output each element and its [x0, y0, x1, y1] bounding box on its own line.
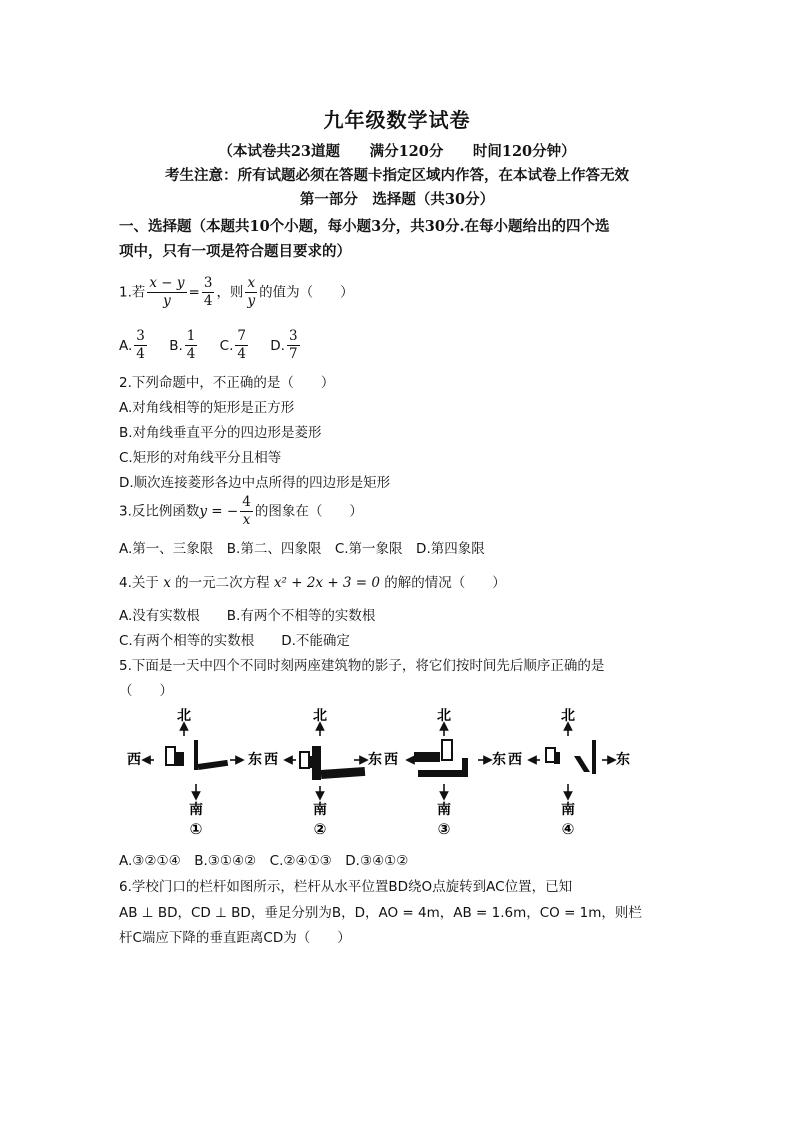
south-label-4: 南 [561, 802, 575, 818]
q5-answer-paren: （ ） [119, 683, 173, 699]
q1-options [119, 328, 318, 363]
q1-fraction-rhs [202, 275, 215, 310]
west-label-4: 西 [508, 752, 522, 768]
q2-option-d: D.顺次连接菱形各边中点所得的四边形是矩形 [119, 475, 391, 491]
q3-suffix: 的图象在（ ） [254, 503, 363, 520]
q4-mid: 的一元二次方程 [175, 575, 270, 591]
exam-info: （本试卷共23道题 满分120分 时间120分钟） [218, 143, 576, 160]
east-label-1: 东 [248, 752, 262, 768]
q1-option-a-num: 3 [136, 328, 145, 344]
shadow-panel-4 [508, 708, 630, 838]
q1-fraction-lhs [147, 275, 186, 310]
question-2: 2.下列命题中，不正确的是（ ） [119, 375, 335, 391]
north-label-2: 北 [313, 708, 327, 724]
q1-option-b-label: B. [169, 337, 183, 354]
south-label-3: 南 [437, 802, 451, 818]
question-6-line1: 6.学校门口的栏杆如图所示，栏杆从水平位置BD绕O点旋转到AC位置，已知 [119, 879, 573, 895]
q1-option-a-label: A. [119, 337, 133, 354]
section-instructions-line1: 一、选择题（本题共10个小题，每小题3分，共30分.在每小题给出的四个选 [119, 218, 610, 235]
shadow-panel-3 [384, 708, 506, 838]
q1-option-c-label: C. [219, 337, 234, 354]
part-heading: 第一部分 选择题（共30分） [299, 191, 495, 208]
panel-label-2: ② [313, 820, 327, 838]
question-6-line2: AB ⊥ BD，CD ⊥ BD，垂足分别为B，D，AO = 4m，AB = 1.6m，CO = 1m，则栏 [119, 905, 642, 921]
q3-denominator: x [242, 512, 251, 528]
q1-f1-denominator: y [163, 293, 171, 309]
north-label-4: 北 [561, 708, 575, 724]
q1-mid: ，则 [216, 284, 244, 301]
page-title: 九年级数学试卷 [323, 108, 471, 132]
east-label-3: 东 [492, 752, 506, 768]
q4-variable: x [163, 575, 171, 591]
q2-option-c: C.矩形的对角线平分且相等 [119, 450, 282, 466]
q1-suffix: 的值为（ ） [259, 284, 354, 301]
west-label-1: 西 [127, 752, 141, 768]
exam-notice: 考生注意：所有试题必须在答题卡指定区域内作答，在本试卷上作答无效 [165, 167, 629, 184]
q3-fraction [240, 494, 253, 529]
q4-equation: x² + 2x + 3 = 0 [273, 575, 380, 591]
question-6-line3: 杆C端应下降的垂直距离CD为（ ） [119, 930, 351, 946]
q1-option-d-label: D. [270, 337, 285, 354]
q1-option-c-den: 4 [237, 346, 246, 362]
q1-f2-numerator: 3 [203, 275, 213, 291]
question-1 [119, 275, 354, 310]
panel-label-4: ④ [561, 820, 575, 838]
panel-label-3: ③ [437, 820, 451, 838]
shadow-panel-1 [127, 708, 262, 838]
q1-option-b-num: 1 [186, 328, 196, 344]
q3-numerator: 4 [242, 494, 251, 510]
q1-option-b-den: 4 [186, 346, 196, 362]
north-label-1: 北 [177, 708, 191, 724]
east-label-2: 东 [368, 752, 382, 768]
shadow-panel-2 [264, 708, 382, 838]
north-label-3: 北 [437, 708, 451, 724]
question-4 [119, 571, 506, 591]
q5-options: A.③②①④ B.③①④② C.②④①③ D.③④①② [119, 853, 409, 869]
q1-option-a [119, 328, 149, 362]
q1-option-c-num: 7 [237, 328, 246, 344]
q3-lhs: y = − [199, 503, 239, 520]
section-instructions-line2: 项中，只有一项是符合题目要求的） [119, 243, 351, 260]
q1-option-d [270, 328, 301, 362]
q2-option-a: A.对角线相等的矩形是正方形 [119, 400, 295, 416]
q1-f3-numerator: x [245, 275, 257, 293]
q1-f3-denominator: y [247, 293, 256, 309]
q3-prefix: 3.反比例函数 [119, 503, 200, 520]
q4-prefix: 4.关于 [119, 575, 159, 591]
q1-option-b [169, 328, 199, 362]
south-label-1: 南 [189, 802, 203, 818]
q1-prefix: 1.若 [119, 284, 146, 301]
q1-option-d-num: 3 [288, 328, 298, 344]
q4-suffix: 的解的情况（ ） [384, 575, 506, 591]
q1-option-d-den: 7 [288, 346, 298, 362]
panel-label-1: ① [189, 820, 203, 838]
question-5: 5.下面是一天中四个不同时刻两座建筑物的影子，将它们按时间先后顺序正确的是 [119, 658, 605, 674]
q5-shadow-figure [118, 700, 638, 842]
q1-equals: = [188, 284, 200, 301]
q2-option-b: B.对角线垂直平分的四边形是菱形 [119, 425, 322, 441]
q1-fraction-target [245, 275, 257, 310]
question-3 [119, 494, 363, 529]
q4-options-row1: A.没有实数根 B.有两个不相等的实数根 [119, 608, 376, 624]
west-label-3: 西 [384, 752, 398, 768]
q1-f2-denominator: 4 [203, 293, 213, 309]
west-label-2: 西 [264, 752, 278, 768]
south-label-2: 南 [313, 802, 327, 818]
q1-f1-numerator: x − y [149, 275, 185, 291]
q1-option-c [219, 328, 250, 362]
q3-options: A.第一、三象限 B.第二、四象限 C.第一象限 D.第四象限 [119, 541, 485, 557]
east-label-4: 东 [616, 752, 630, 768]
q1-option-a-den: 4 [136, 346, 145, 362]
q4-options-row2: C.有两个相等的实数根 D.不能确定 [119, 633, 350, 649]
